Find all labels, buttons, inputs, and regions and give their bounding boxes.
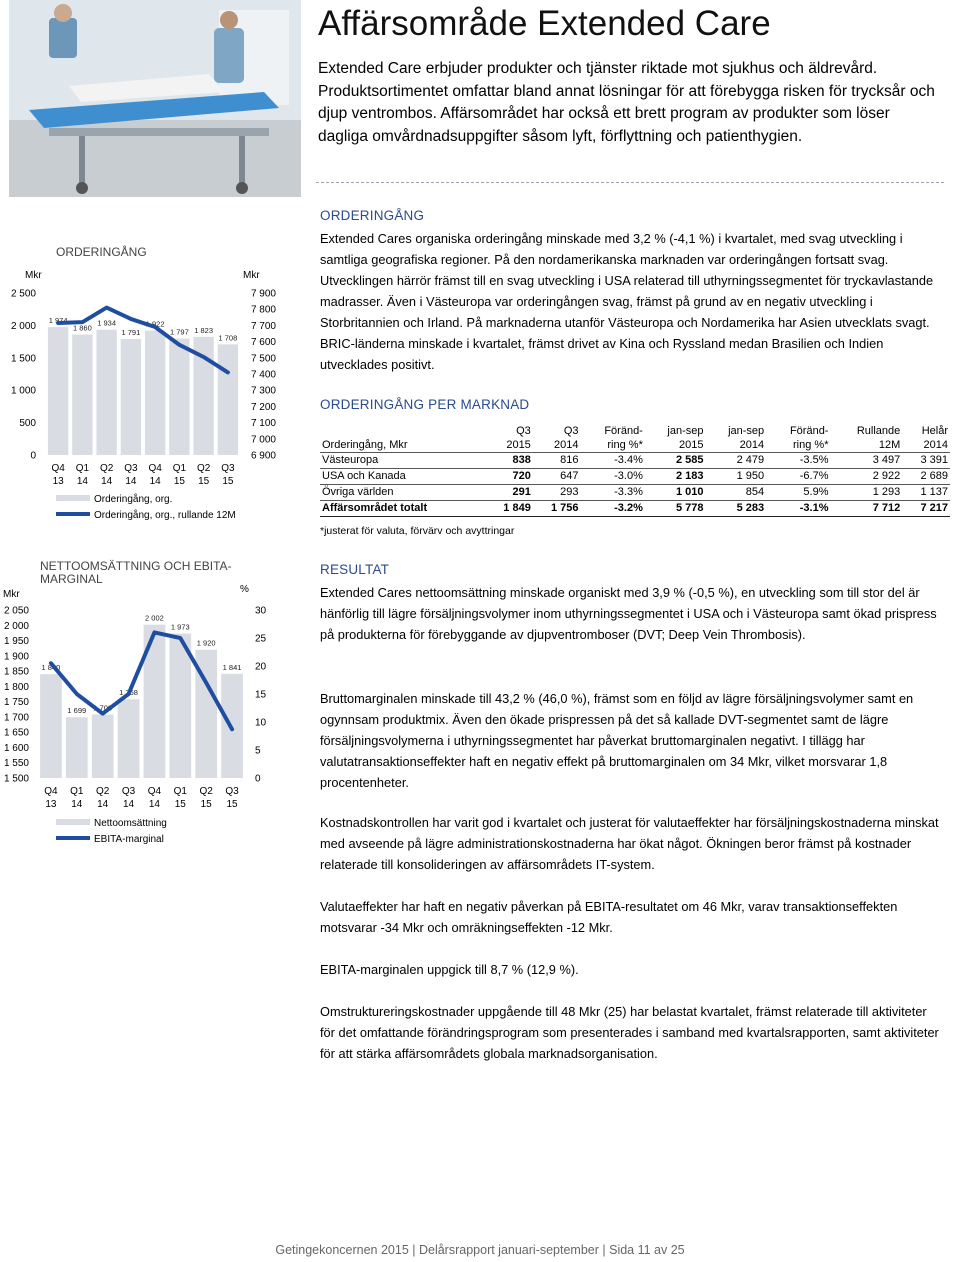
table-cell: 2 585 [645, 453, 706, 469]
x-tick-label: Q1 [172, 463, 187, 474]
table-cell: 5 283 [706, 501, 767, 517]
table-row [320, 469, 950, 485]
bar-value-label: 1 791 [121, 327, 141, 337]
legend-label: Orderingång, org., rullande 12M [94, 510, 236, 521]
result-paragraph-3: Kostnadskontrollen har varit god i kvartalet och justerat för valutaeffekter har försäljningskostnaderna minskat med avseende på lägre administrationskostnaderna har ökat något. Ökningen beror främst på kostnader relaterade till konsolideringen av affärsområdets IT-system. [320, 815, 939, 872]
x-tick-label-year: 13 [45, 799, 57, 810]
result-paragraph-4: Valutaeffekter har haft en negativ påverkan på EBITA-resultatet om 46 Mkr, varav transaktionseffekten motsvarar -34 Mkr och omräkningseffekten -12 Mkr. [320, 899, 898, 935]
col-header-top: Q3 [563, 425, 579, 437]
bar-value-label: 1 920 [196, 638, 216, 648]
x-tick-label-year: 13 [52, 476, 64, 487]
table-cell: Övriga världen [320, 485, 485, 501]
x-tick-label: Q3 [121, 786, 136, 797]
x-tick-label-year: 15 [222, 476, 234, 487]
col-header-bottom: 2014 [533, 438, 581, 453]
table-cell: 5.9% [766, 485, 830, 501]
result-paragraph-2: Bruttomarginalen minskade till 43,2 % (46,0 %), främst som en följd av lägre försäljningsvolymer samt en ogynnsam produktmix. Även den ökade prispressen på det så kallade DVT-segmentet samt de lägre försäljningsvolymerna i uthyrningssegmentet har påverkat bruttomarginalen negativt. I tillägg har valutatransaktionseffekter haft en negativ effekt på bruttomarginalen om 34 Mkr, vilket morsvarar 1,8 procentenheter. [320, 691, 914, 790]
bar [121, 339, 141, 455]
x-tick-label-year: 14 [71, 799, 83, 810]
table-cell: 7 712 [830, 501, 902, 517]
chart-title: ORDERINGÅNG [56, 245, 147, 259]
page-footer: Getingekoncernen 2015 | Delårsrapport januari-september | Sida 11 av 25 [275, 1243, 685, 1257]
bar-value-label: 1 860 [72, 323, 92, 333]
table-cell: 1 137 [902, 485, 950, 501]
market-table [320, 424, 950, 517]
table-cell: 1 010 [645, 485, 706, 501]
x-tick-label: Q4 [44, 786, 58, 797]
orders-chart [0, 238, 300, 528]
y-tick-label: 1 000 [10, 385, 36, 397]
table-cell: Affärsområdet totalt [320, 501, 485, 517]
y2-tick-label: 7 500 [250, 353, 276, 365]
y-tick-label: 2 000 [10, 320, 36, 332]
x-tick-label: Q1 [70, 786, 84, 797]
table-cell: -3.1% [766, 501, 830, 517]
bar-value-label: 1 840 [41, 663, 61, 673]
table-cell: 816 [533, 453, 581, 469]
table-cell: 838 [485, 453, 533, 469]
chart-title: NETTOOMSÄTTNING OCH EBITA- [40, 559, 232, 573]
y2-tick-label: 7 200 [250, 401, 276, 413]
y-tick-label: 1 950 [3, 636, 29, 648]
y-tick-label: 2 050 [3, 605, 29, 617]
bar-value-label: 1 797 [169, 327, 189, 337]
x-tick-label: Q2 [99, 463, 114, 474]
col-header-top: jan-sep [667, 425, 704, 437]
x-tick-label: Q4 [51, 463, 65, 474]
table-cell: 647 [533, 469, 581, 485]
y-tick-label: 1 650 [3, 727, 29, 739]
col-header-top: Helår [921, 425, 948, 437]
col-header-bottom: 2015 [485, 438, 533, 453]
table-row [320, 485, 950, 501]
table-cell: Västeuropa [320, 453, 485, 469]
col-header-bottom: ring %* [766, 438, 830, 453]
y2-tick-label: 7 000 [250, 434, 276, 446]
bar-value-label: 1 841 [222, 662, 242, 672]
bar [145, 330, 165, 455]
bar-value-label: 1 758 [119, 688, 138, 698]
bar-value-label: 1 699 [67, 706, 87, 716]
table-cell: 291 [485, 485, 533, 501]
col-header-top: Rullande [856, 425, 901, 437]
result-paragraph-6: Omstruktureringskostnader uppgående till 48 Mkr (25) har belastat kvartalet, främst relaterade till aktiviteter för det omfattande förändringsprogram som presenterades i samband med kvartalsrapporten, samt aktiviteter för att stärka affärsområdets globala marknadsorganisation. [320, 1004, 939, 1061]
bar [66, 717, 88, 778]
y2-tick-label: 7 100 [250, 418, 276, 430]
x-tick-label-year: 14 [101, 476, 113, 487]
y-tick-label: 2 000 [3, 620, 29, 632]
bar [48, 327, 68, 455]
y2-axis-label: Mkr [243, 270, 260, 281]
bar [72, 334, 92, 455]
y-tick-label: 1 750 [3, 697, 29, 709]
table-cell: 720 [485, 469, 533, 485]
x-tick-label-year: 15 [226, 799, 238, 810]
y2-tick-label: 0 [255, 773, 261, 785]
y-axis-label: Mkr [3, 589, 20, 600]
x-tick-label-year: 14 [148, 799, 160, 810]
legend-label: Nettoomsättning [94, 818, 167, 829]
bar-value-label: 2 002 [145, 613, 164, 623]
bar-value-label: 1 708 [93, 703, 113, 713]
bar-value-label: 1 823 [194, 325, 214, 335]
x-tick-label-year: 14 [97, 799, 109, 810]
x-tick-label-year: 14 [76, 476, 88, 487]
table-cell: -3.3% [581, 485, 645, 501]
x-tick-label-year: 14 [149, 476, 161, 487]
table-cell: -3.2% [581, 501, 645, 517]
col-header-bottom: Orderingång, Mkr [320, 438, 485, 453]
y-tick-label: 1 500 [10, 353, 36, 365]
table-row [320, 453, 950, 469]
table-cell: 293 [533, 485, 581, 501]
table-cell: 2 689 [902, 469, 950, 485]
result-heading: RESULTAT [320, 562, 390, 577]
y2-tick-label: 7 800 [250, 304, 276, 316]
x-tick-label: Q1 [75, 463, 90, 474]
table-cell: -6.7% [766, 469, 830, 485]
bar [92, 714, 114, 778]
x-tick-label: Q2 [199, 786, 213, 797]
x-tick-label-year: 15 [198, 476, 210, 487]
col-header-bottom: 2014 [706, 438, 767, 453]
x-tick-label-year: 14 [125, 476, 137, 487]
x-tick-label: Q4 [148, 463, 162, 474]
bar [40, 674, 62, 778]
table-cell: 1 756 [533, 501, 581, 517]
y2-tick-label: 25 [255, 633, 267, 645]
table-cell: -3.5% [766, 453, 830, 469]
table-cell: -3.0% [581, 469, 645, 485]
hospital-bed-illustration [9, 0, 301, 197]
x-tick-label: Q1 [173, 786, 187, 797]
table-cell: 2 922 [830, 469, 902, 485]
y2-axis-label: % [240, 584, 249, 595]
bar-value-label: 1 708 [218, 333, 238, 343]
table-cell: 5 778 [645, 501, 706, 517]
table-cell: -3.4% [581, 453, 645, 469]
legend-label: EBITA-marginal [94, 834, 164, 845]
bar-value-label: 1 922 [145, 319, 165, 329]
y-axis-label: Mkr [25, 270, 42, 281]
col-header-top: Q3 [516, 425, 531, 437]
y-tick-label: 1 700 [3, 712, 29, 724]
col-header-bottom: ring %* [581, 438, 645, 453]
col-header-top: Föränd- [604, 425, 643, 437]
x-tick-label-year: 15 [200, 799, 212, 810]
hero-photo [9, 0, 301, 197]
x-tick-label: Q2 [196, 463, 211, 474]
orders-text: Extended Cares organiska orderingång minskade med 3,2 % (-4,1 %) i kvartalet, med svag utveckling i samtliga geografiska regioner. På den nordamerikanska marknaden var orderingången fortsatt svag. Utvecklingen härrör främst till en svag utveckling i USA relaterad till uthyrningssegmentet för tryckavlastande madrasser. Även i Västeuropa var orderingången svag, främst på grund av en negativ utveckling i Storbritannien och Irland. På marknaderna utanför Västeuropa och Nordamerika har Asien utvecklats svagt. BRIC-länderna minskade i kvartalet, främst drivet av Kina och Ryssland medan Brasilien och Indien utvecklades positivt. [320, 231, 934, 372]
x-tick-label-year: 15 [174, 799, 186, 810]
y-tick-label: 2 500 [10, 288, 36, 300]
x-tick-label: Q2 [96, 786, 110, 797]
bar-value-label: 1 974 [48, 316, 68, 326]
table-cell: 3 391 [902, 453, 950, 469]
col-header-bottom: 12M [830, 438, 902, 453]
x-tick-label: Q4 [147, 786, 162, 797]
y2-tick-label: 6 900 [250, 450, 276, 462]
legend-swatch-bar [56, 819, 90, 825]
y2-tick-label: 15 [255, 689, 267, 701]
market-heading: ORDERINGÅNG PER MARKNAD [320, 397, 530, 412]
page-title: Affärsområde Extended Care [318, 4, 771, 43]
x-tick-label-year: 14 [123, 799, 135, 810]
table-cell: 1 849 [485, 501, 533, 517]
y-tick-label: 0 [30, 450, 36, 462]
y2-tick-label: 5 [255, 745, 261, 757]
bar [169, 634, 191, 778]
result-paragraph-5: EBITA-marginalen uppgick till 8,7 % (12,9 %). [320, 962, 579, 977]
y2-tick-label: 7 600 [250, 337, 276, 349]
bar [169, 339, 189, 455]
x-tick-label-year: 15 [173, 476, 185, 487]
table-cell: USA och Kanada [320, 469, 485, 485]
table-cell: 7 217 [902, 501, 950, 517]
x-tick-label: Q3 [225, 786, 239, 797]
y-tick-label: 1 550 [3, 758, 29, 770]
col-header-top: jan-sep [728, 425, 765, 437]
col-header-top: Föränd- [789, 425, 829, 437]
bar-value-label: 1 934 [97, 318, 117, 328]
bar [218, 344, 238, 455]
y-tick-label: 1 900 [3, 651, 29, 663]
y2-tick-label: 30 [255, 605, 267, 617]
bar-value-label: 1 973 [170, 622, 190, 632]
y2-tick-label: 7 300 [250, 385, 276, 397]
table-cell: 3 497 [830, 453, 902, 469]
y-tick-label: 1 850 [3, 666, 29, 678]
bar [118, 699, 140, 778]
orders-heading: ORDERINGÅNG [320, 208, 425, 223]
chart-title: MARGINAL [40, 572, 103, 586]
table-footnote: *justerat för valuta, förvärv och avyttringar [320, 525, 515, 537]
y-tick-label: 1 800 [3, 681, 29, 693]
table-cell: 854 [706, 485, 767, 501]
y2-tick-label: 20 [255, 661, 267, 673]
table-cell: 2 479 [706, 453, 767, 469]
y-tick-label: 500 [19, 418, 36, 430]
y2-tick-label: 10 [255, 717, 267, 729]
table-cell: 1 293 [830, 485, 902, 501]
legend-label: Orderingång, org. [94, 494, 173, 505]
result-paragraph-1: Extended Cares nettoomsättning minskade organiskt med 3,9 % (-0,5 %), en utveckling som till stor del är hänförlig till lägre försäljningsvolymer inom uthyrningssegmentet i USA och i Västeuropa samt ökad prispress på produkterna för förebyggande av djupventromboser (DVT; Deep Vein Thrombosis). [320, 585, 937, 642]
table-cell: 1 950 [706, 469, 767, 485]
net-sales-chart [0, 556, 300, 856]
y-tick-label: 1 500 [3, 773, 29, 785]
y2-tick-label: 7 400 [250, 369, 276, 381]
section-divider [316, 182, 944, 183]
col-header-bottom: 2014 [902, 438, 950, 453]
y2-tick-label: 7 900 [250, 288, 276, 300]
y-tick-label: 1 600 [3, 742, 29, 754]
bar [96, 330, 116, 455]
intro-text: Extended Care erbjuder produkter och tjänster riktade mot sjukhus och äldrevård. Produktsortimentet omfattar bland annat lösningar för att förebygga risken för trycksår och djup ventrombos. Affärsområdet har också ett brett program av produkter som löser dagliga omvårdnadsuppgifter såsom lyft, förflyttning och patienthygien. [318, 60, 935, 145]
col-header-bottom: 2015 [645, 438, 706, 453]
legend-swatch-bar [56, 495, 90, 501]
y2-tick-label: 7 700 [250, 320, 276, 332]
col-header-top [320, 424, 485, 438]
x-tick-label: Q3 [221, 463, 235, 474]
table-total-row [320, 501, 950, 517]
x-tick-label: Q3 [124, 463, 138, 474]
table-cell: 2 183 [645, 469, 706, 485]
